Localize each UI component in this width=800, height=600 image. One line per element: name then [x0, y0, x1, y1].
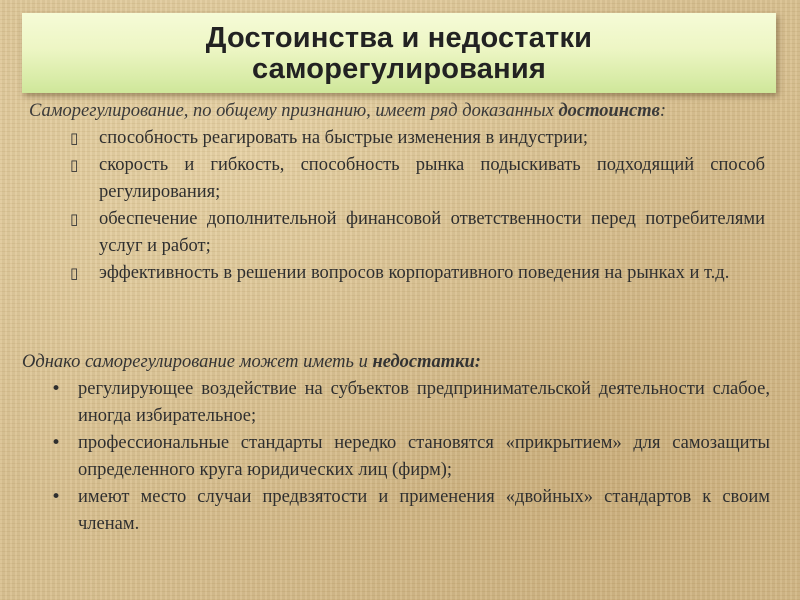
disadvantage-item-text: профессиональные стандарты нередко становятся «прикрытием» для самозащиты определенного круга юридических лиц (фирм);: [78, 433, 770, 480]
advantage-item: [29, 260, 765, 287]
disadvantage-item-text: регулирующее воздействие на субъектов предпринимательской деятельности слабое, иногда избирательное;: [78, 379, 770, 426]
advantages-intro: [29, 98, 765, 125]
disadvantages-intro-emphasis: недостатки:: [372, 352, 481, 372]
square-bullet-icon: ▯: [70, 264, 79, 282]
advantage-item-text: скорость и гибкость, способность рынка подыскивать подходящий способ регулирования;: [99, 155, 765, 202]
advantages-list: [29, 125, 765, 287]
advantages-intro-suffix: :: [659, 101, 667, 121]
disadvantage-item: [22, 484, 770, 538]
disadvantage-item-text: имеют место случаи предвзятости и применения «двойных» стандартов к своим членам.: [78, 487, 770, 534]
bullet-dot-icon: •: [51, 433, 62, 453]
advantage-item: [29, 152, 765, 206]
advantage-item: [29, 125, 765, 152]
advantage-item-text: обеспечение дополнительной финансовой ответственности перед потребителями услуг и работ;: [99, 209, 765, 256]
disadvantages-intro: [22, 349, 770, 376]
advantages-section: [29, 98, 765, 287]
bullet-dot-icon: •: [51, 487, 62, 507]
advantages-intro-emphasis: достоинств: [558, 101, 660, 121]
advantage-item: [29, 206, 765, 260]
advantages-intro-text: Саморегулирование, по общему признанию, имеет ряд доказанных: [29, 101, 554, 121]
page-title-line-1: Достоинства и недостатки: [205, 22, 593, 54]
advantage-item-text: способность реагировать на быстрые изменения в индустрии;: [99, 128, 588, 148]
disadvantages-list: [22, 376, 770, 538]
disadvantage-item: [22, 376, 770, 430]
square-bullet-icon: ▯: [70, 210, 79, 228]
square-bullet-icon: ▯: [70, 129, 79, 147]
page-title-line-2: саморегулирования: [252, 53, 546, 85]
advantage-item-text: эффективность в решении вопросов корпоративного поведения на рынках и т.д.: [99, 263, 730, 283]
title-banner: [22, 13, 776, 93]
square-bullet-icon: ▯: [70, 156, 79, 174]
disadvantages-intro-text: Однако саморегулирование может иметь и: [22, 352, 368, 372]
bullet-dot-icon: •: [51, 379, 62, 399]
disadvantages-section: [22, 349, 770, 538]
disadvantage-item: [22, 430, 770, 484]
